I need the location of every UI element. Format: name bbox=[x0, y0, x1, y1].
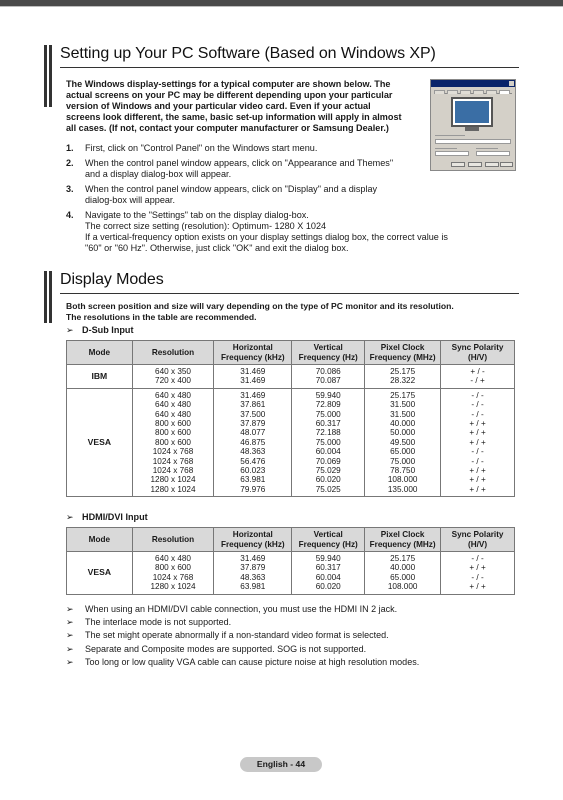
notes-list bbox=[66, 603, 506, 669]
col-header: Vertical Frequency (Hz) bbox=[292, 341, 365, 365]
dsub-input-label bbox=[66, 325, 134, 336]
heading-bar-left bbox=[44, 45, 47, 107]
dialog-close-icon bbox=[509, 81, 514, 86]
resolution-cell: 640 x 350 720 x 400 bbox=[132, 365, 214, 389]
section-heading-display-modes bbox=[44, 271, 519, 301]
heading-bar-left bbox=[44, 271, 47, 323]
mode-cell: VESA bbox=[67, 552, 133, 595]
pixel-clock-cell: 25.175 31.500 31.500 40.000 50.000 49.500 65.000 75.000 78.750 108.000 135.000 bbox=[365, 388, 441, 496]
col-header: Resolution bbox=[132, 341, 214, 365]
col-header: Mode bbox=[67, 528, 133, 552]
step-item bbox=[66, 143, 496, 154]
note-item: ➢ When using an HDMI/DVI cable connection, you must use the HDMI IN 2 jack. bbox=[66, 603, 506, 616]
col-header: Sync Polarity (H/V) bbox=[441, 528, 515, 552]
dialog-tabs bbox=[434, 90, 512, 94]
subsection-label: HDMI/DVI Input bbox=[82, 512, 148, 522]
table-row bbox=[67, 552, 515, 595]
heading-bar-right bbox=[49, 271, 52, 323]
col-header: Mode bbox=[67, 341, 133, 365]
arrow-icon: ➢ bbox=[66, 630, 74, 641]
heading-bar-right bbox=[49, 45, 52, 107]
table-header-row bbox=[67, 341, 515, 365]
step-text: The correct size setting (resolution): Optimum- 1280 X 1024 bbox=[85, 221, 327, 231]
step-number: 4. bbox=[66, 210, 74, 220]
intro-line: all cases. (If not, contact your computer manufacturer or Samsung Dealer.) bbox=[66, 123, 389, 133]
dialog-title-bar bbox=[431, 80, 515, 87]
table-row bbox=[67, 365, 515, 389]
step-text: First, click on "Control Panel" on the Windows start menu. bbox=[85, 143, 318, 153]
resolution-cell: 640 x 480 640 x 480 640 x 480 800 x 600 800 x 600 800 x 600 1024 x 768 1024 x 768 1024 x 768 1280 x 1024 1280 x 1024 bbox=[132, 388, 214, 496]
table-row bbox=[67, 388, 515, 496]
page-top-rule bbox=[0, 6, 563, 7]
pixel-clock-cell: 25.175 28.322 bbox=[365, 365, 441, 389]
arrow-icon: ➢ bbox=[66, 512, 74, 522]
step-item bbox=[66, 210, 496, 254]
resolution-cell: 640 x 480 800 x 600 1024 x 768 1280 x 1024 bbox=[132, 552, 214, 595]
setup-steps bbox=[66, 143, 496, 258]
h-frequency-cell: 31.469 37.879 48.363 63.981 bbox=[214, 552, 292, 595]
step-item bbox=[66, 184, 496, 206]
arrow-icon: ➢ bbox=[66, 643, 74, 654]
step-item bbox=[66, 158, 496, 180]
section-title: Setting up Your PC Software (Based on Windows XP) bbox=[60, 45, 436, 62]
note-item: ➢ Separate and Composite modes are supported. SOG is not supported. bbox=[66, 643, 506, 656]
col-header: Vertical Frequency (Hz) bbox=[292, 528, 365, 552]
monitor-stand bbox=[465, 127, 479, 131]
step-text: If a vertical-frequency option exists on your display settings dialog box, the correct value is bbox=[85, 232, 448, 242]
mode-cell: VESA bbox=[67, 388, 133, 496]
v-frequency-cell: 70.086 70.087 bbox=[292, 365, 365, 389]
intro-paragraph bbox=[66, 79, 418, 134]
step-number: 1. bbox=[66, 143, 74, 153]
note-item: ➢ The set might operate abnormally if a non-standard video format is selected. bbox=[66, 629, 506, 642]
step-text: When the control panel window appears, click on "Display" and a display bbox=[85, 184, 378, 194]
step-text: dialog-box will appear. bbox=[85, 195, 175, 205]
col-header: Resolution bbox=[132, 528, 214, 552]
h-frequency-cell: 31.469 31.469 bbox=[214, 365, 292, 389]
section-title: Display Modes bbox=[60, 271, 164, 288]
step-text: and a display dialog-box will appear. bbox=[85, 169, 232, 179]
col-header: Pixel Clock Frequency (MHz) bbox=[365, 341, 441, 365]
heading-rule bbox=[60, 293, 519, 294]
hdmi-input-label bbox=[66, 512, 148, 523]
display-modes-intro bbox=[66, 301, 486, 323]
sync-polarity-cell: + / - - / + bbox=[441, 365, 515, 389]
step-text: Navigate to the "Settings" tab on the display dialog-box. bbox=[85, 210, 309, 220]
sync-polarity-cell: - / - - / - - / - + / + + / + + / + - / - - / - + / + + / + + / + bbox=[441, 388, 515, 496]
section-heading-pc-software bbox=[44, 45, 519, 75]
intro-line: The Windows display-settings for a typical computer are shown below. The bbox=[66, 79, 391, 89]
note-item: ➢ Too long or low quality VGA cable can cause picture noise at high resolution modes. bbox=[66, 656, 506, 669]
intro-line: The resolutions in the table are recommended. bbox=[66, 312, 257, 322]
subsection-label: D-Sub Input bbox=[82, 325, 134, 335]
col-header: Horizontal Frequency (kHz) bbox=[214, 341, 292, 365]
mode-cell: IBM bbox=[67, 365, 133, 389]
monitor-icon bbox=[451, 97, 493, 127]
col-header: Sync Polarity (H/V) bbox=[441, 341, 515, 365]
heading-rule bbox=[60, 67, 519, 68]
v-frequency-cell: 59.940 72.809 75.000 60.317 72.188 75.000 60.004 70.069 75.029 60.020 75.025 bbox=[292, 388, 365, 496]
sync-polarity-cell: - / - + / + - / - + / + bbox=[441, 552, 515, 595]
note-item: ➢ The interlace mode is not supported. bbox=[66, 616, 506, 629]
intro-line: Both screen position and size will vary depending on the type of PC monitor and its resolution. bbox=[66, 301, 454, 311]
table-header-row bbox=[67, 528, 515, 552]
step-text: When the control panel window appears, click on "Appearance and Themes" bbox=[85, 158, 394, 168]
pixel-clock-cell: 25.175 40.000 65.000 108.000 bbox=[365, 552, 441, 595]
table-body bbox=[67, 552, 515, 595]
step-number: 3. bbox=[66, 184, 74, 194]
arrow-icon: ➢ bbox=[66, 656, 74, 667]
arrow-icon: ➢ bbox=[66, 617, 74, 628]
v-frequency-cell: 59.940 60.317 60.004 60.020 bbox=[292, 552, 365, 595]
intro-line: actual screens on your PC may be different depending upon your particular bbox=[66, 90, 393, 100]
intro-line: screens look different, the same, basic set-up information will apply in almost bbox=[66, 112, 402, 122]
step-number: 2. bbox=[66, 158, 74, 168]
page-number-badge: English - 44 bbox=[240, 757, 322, 772]
step-text: "60" or "60 Hz". Otherwise, just click "OK" and exit the dialog box. bbox=[85, 243, 349, 253]
table-body bbox=[67, 365, 515, 497]
intro-line: version of Windows and your particular video card. Even if your actual bbox=[66, 101, 371, 111]
col-header: Horizontal Frequency (kHz) bbox=[214, 528, 292, 552]
h-frequency-cell: 31.469 37.861 37.500 37.879 48.077 46.875 48.363 56.476 60.023 63.981 79.976 bbox=[214, 388, 292, 496]
arrow-icon: ➢ bbox=[66, 604, 74, 614]
hdmi-modes-table bbox=[66, 527, 515, 595]
col-header: Pixel Clock Frequency (MHz) bbox=[365, 528, 441, 552]
dsub-modes-table bbox=[66, 340, 515, 497]
arrow-icon: ➢ bbox=[66, 325, 74, 335]
